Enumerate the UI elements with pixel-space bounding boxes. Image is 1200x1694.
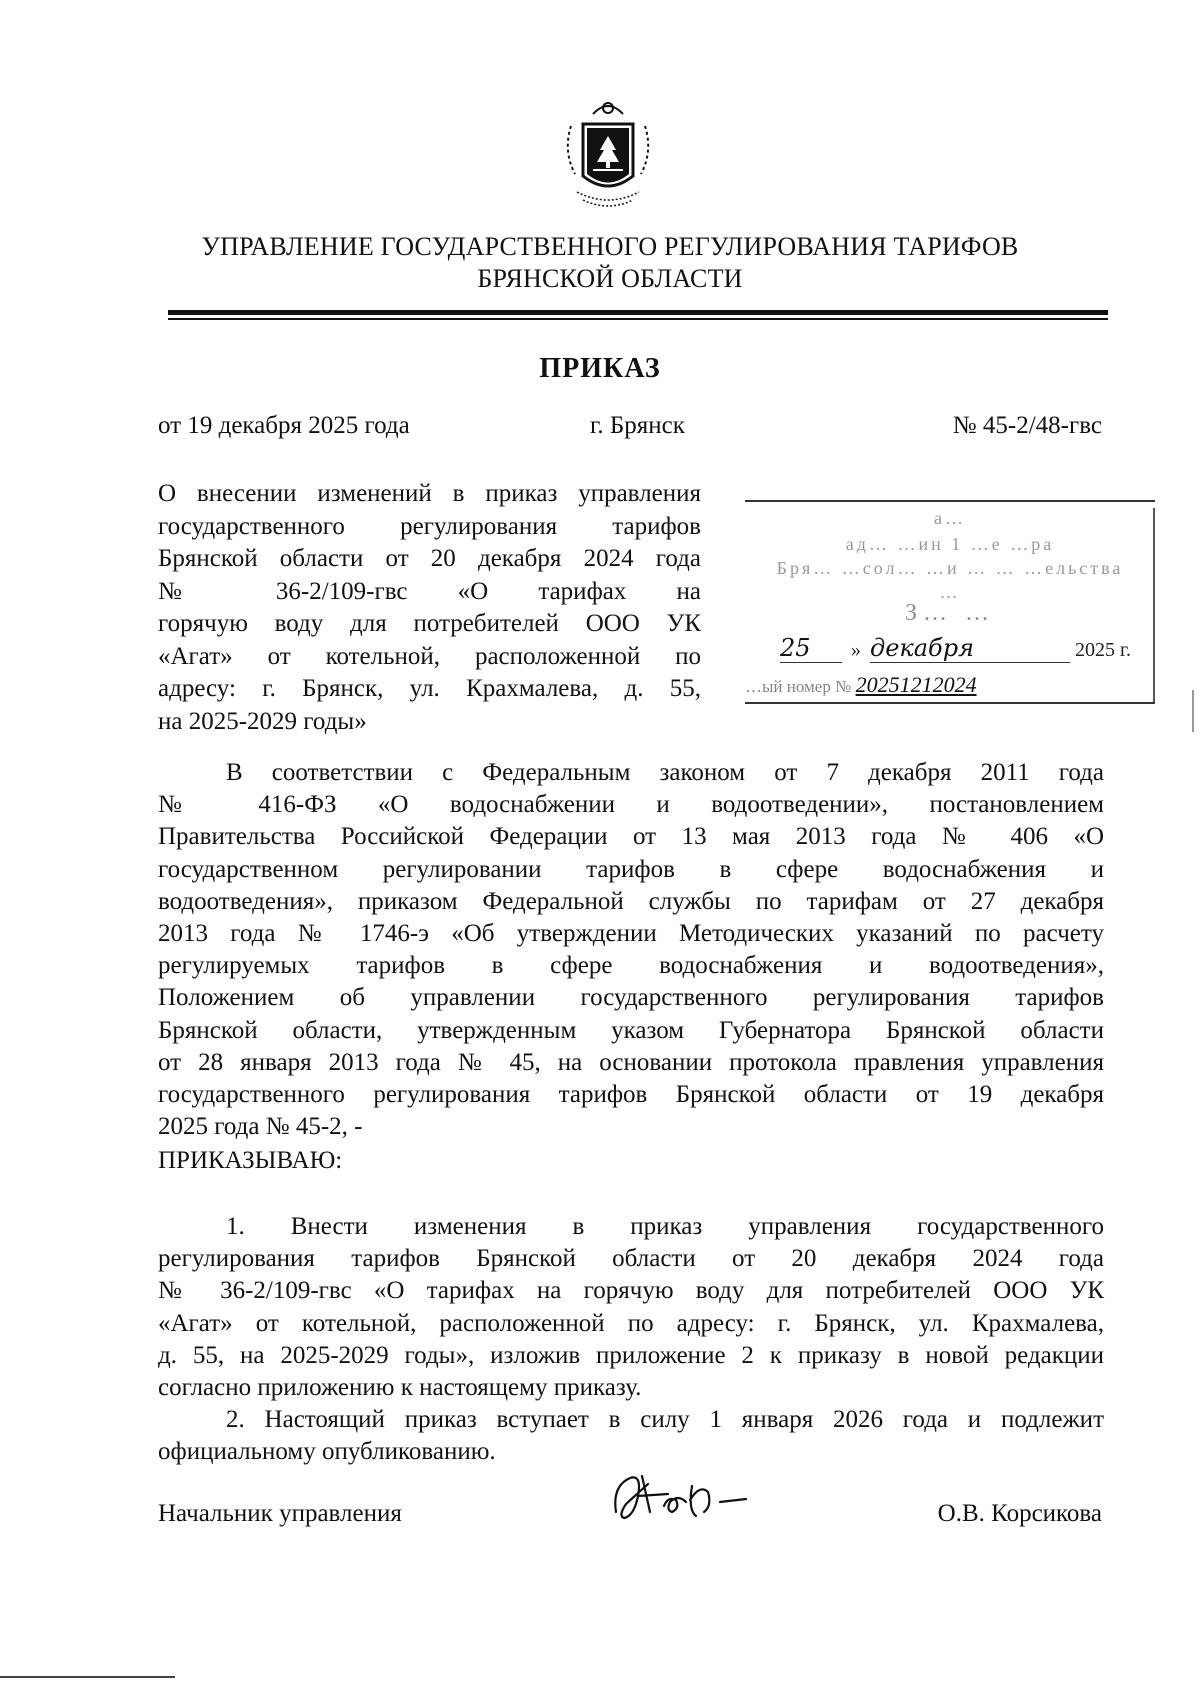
subject-line: на 2025-2029 годы» <box>158 707 367 735</box>
point-line: согласно приложению к настоящему приказу. <box>158 1373 642 1401</box>
stamp-year: 2025 г. <box>1075 639 1131 661</box>
stamp-month: декабря <box>870 634 1070 663</box>
document-date: от 19 декабря 2025 года <box>158 412 410 439</box>
body-line: Правительства Российской Федерации от 13 мая 2013 года № 406 «О <box>158 823 1104 851</box>
point-line: д. 55, на 2025-2029 годы», изложив приложение 2 к приказу в новой редакции <box>158 1341 1104 1369</box>
preamble-paragraph <box>158 757 1104 1143</box>
stamp-registration <box>745 672 1153 698</box>
point-line: регулирования тарифов Брянской области от 20 декабря 2024 года <box>158 1245 1104 1273</box>
stamp-frame-bottom <box>745 702 1155 704</box>
org-name-line2: БРЯНСКОЙ ОБЛАСТИ <box>477 264 743 293</box>
signatory-position: Начальник управления <box>158 1500 402 1527</box>
point-line: 1. Внести изменения в приказ управления государственного <box>226 1213 1104 1240</box>
body-line: В соответствии с Федеральным законом от 7 декабря 2011 года <box>226 759 1104 786</box>
stamp-text-line: а… <box>934 508 966 528</box>
body-line: Брянской области, утвержденным указом Губернатора Брянской области <box>158 1016 1104 1044</box>
body-line: государственного регулирования тарифов Брянской области от 19 декабря <box>158 1080 1104 1108</box>
subject-line: № 36-2/109-гвс «О тарифах на <box>158 577 701 605</box>
subject-line: Брянской области от 20 декабря 2024 года <box>158 545 701 572</box>
stamp-text-line: ад… …ин 1 …е …ра <box>845 534 1055 554</box>
scan-bottom-mark <box>0 1676 175 1678</box>
document-type-title: ПРИКАЗ <box>539 353 661 384</box>
stamp-reg-number: 20251212024 <box>855 672 977 697</box>
body-line: 2025 года № 45-2, - <box>158 1113 363 1141</box>
stamp-day: 25 <box>780 634 842 663</box>
stamp-reg-label: …ый номер № <box>745 677 852 696</box>
handwritten-signature-icon <box>608 1466 758 1530</box>
coat-of-arms-icon <box>553 96 663 216</box>
document-subject <box>158 478 701 738</box>
header-rule-thick <box>168 310 1108 315</box>
subject-line: горячую воду для потребителей ООО УК <box>158 610 701 637</box>
scan-edge-mark <box>1192 690 1194 732</box>
stamp-frame-top <box>745 500 1155 502</box>
body-line: водоотведения», приказом Федеральной службы по тарифам от 27 декабря <box>158 887 1104 915</box>
body-line: от 28 января 2013 года № 45, на основании протокола правления управления <box>158 1048 1104 1076</box>
org-name-line1: УПРАВЛЕНИЕ ГОСУДАРСТВЕННОГО РЕГУЛИРОВАНИЯ ТАРИФОВ <box>201 232 1019 261</box>
signatory-name: О.В. Корсикова <box>937 1500 1102 1527</box>
point-line: № 36-2/109-гвс «О тарифах на горячую воду для потребителей ООО УК <box>158 1277 1104 1305</box>
point-line: «Агат» от котельной, расположенной по адресу: г. Брянск, ул. Крахмалева, <box>158 1309 1104 1337</box>
body-line: регулируемых тарифов в сфере водоснабжения и водоотведения», <box>158 952 1104 980</box>
stamp-text-line: Бря… …сол… …и … … …ельства <box>776 558 1124 578</box>
body-line: Положением об управлении государственного регулирования тарифов <box>158 984 1104 1012</box>
subject-line: «Агат» от котельной, расположенной по <box>158 642 701 670</box>
point-line: 2. Настоящий приказ вступает в силу 1 января 2026 года и подлежит <box>226 1406 1104 1434</box>
order-points <box>158 1211 1104 1469</box>
stamp-text-line: … <box>939 582 961 602</box>
subject-line: О внесении изменений в приказ управления <box>158 480 701 507</box>
body-line: государственном регулировании тарифов в сфере водоснабжения и <box>158 855 1104 883</box>
document-city: г. Брянск <box>590 412 685 439</box>
point-line: официальному опубликованию. <box>158 1438 496 1466</box>
registration-stamp <box>745 500 1155 708</box>
stamp-date-line: 25 » декабря 2025 г. <box>780 634 1131 662</box>
subject-line: государственного регулирования тарифов <box>158 512 701 540</box>
header-rule-thin <box>168 318 1108 320</box>
body-line: 2013 года № 1746-э «Об утверждении Методических указаний по расчету <box>158 919 1104 947</box>
subject-line: адресу: г. Брянск, ул. Крахмалева, д. 55, <box>158 675 701 702</box>
body-line: № 416-ФЗ «О водоснабжении и водоотведении», постановлением <box>158 791 1104 819</box>
stamp-heading: З… … <box>904 600 996 626</box>
document-number: № 45-2/48-гвс <box>952 412 1102 439</box>
order-word: ПРИКАЗЫВАЮ: <box>158 1147 343 1174</box>
